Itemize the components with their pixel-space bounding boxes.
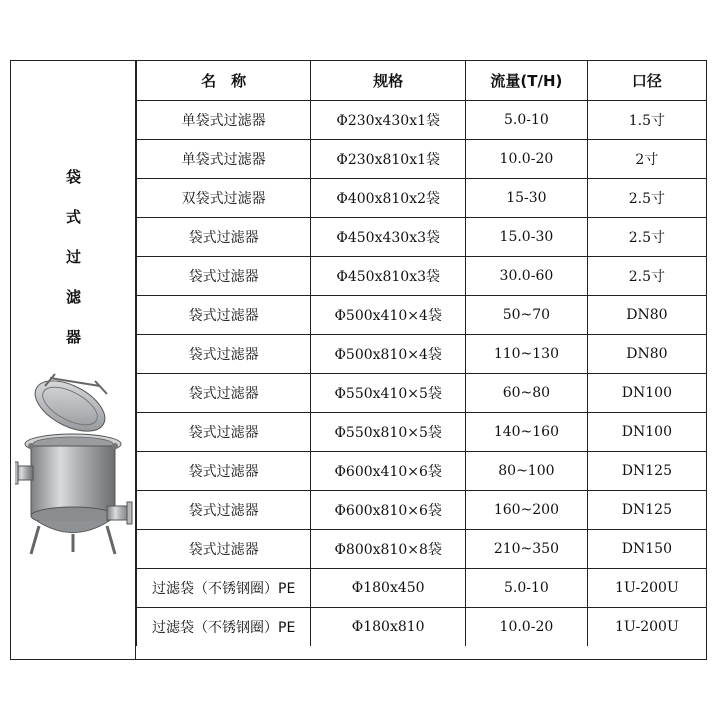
cell-flow: 80~100 <box>466 451 588 490</box>
cell-name: 单袋式过滤器 <box>137 100 311 139</box>
col-header-port: 口径 <box>587 61 706 100</box>
table-header-row <box>137 61 707 100</box>
table-row <box>137 451 707 490</box>
cell-name: 袋式过滤器 <box>137 451 311 490</box>
cell-spec: Φ180x810 <box>311 607 466 646</box>
cell-flow: 60~80 <box>466 373 588 412</box>
cell-spec: Φ400x810x2袋 <box>311 178 466 217</box>
table-row <box>137 100 707 139</box>
table-row <box>137 139 707 178</box>
spec-table <box>136 61 706 646</box>
cell-spec: Φ230x810x1袋 <box>311 139 466 178</box>
cell-port: DN100 <box>587 373 706 412</box>
cell-port: DN80 <box>587 295 706 334</box>
side-title-char: 过 <box>65 248 81 266</box>
side-title-char: 器 <box>65 328 81 346</box>
table-row <box>137 412 707 451</box>
cell-flow: 10.0-20 <box>466 139 588 178</box>
table-row <box>137 217 707 256</box>
col-header-spec: 规格 <box>311 61 466 100</box>
cell-name: 双袋式过滤器 <box>137 178 311 217</box>
cell-port: 2.5寸 <box>587 178 706 217</box>
cell-name: 袋式过滤器 <box>137 295 311 334</box>
side-title <box>11 157 136 357</box>
cell-port: 2.5寸 <box>587 217 706 256</box>
cell-name: 袋式过滤器 <box>137 490 311 529</box>
cell-flow: 50~70 <box>466 295 588 334</box>
side-title-char: 袋 <box>65 168 81 186</box>
cell-spec: Φ450x430x3袋 <box>311 217 466 256</box>
cell-flow: 5.0-10 <box>466 568 588 607</box>
cell-flow: 15-30 <box>466 178 588 217</box>
cell-port: 2寸 <box>587 139 706 178</box>
cell-port: DN100 <box>587 412 706 451</box>
cell-flow: 10.0-20 <box>466 607 588 646</box>
cell-port: DN80 <box>587 334 706 373</box>
side-panel <box>11 61 136 659</box>
cell-name: 单袋式过滤器 <box>137 139 311 178</box>
cell-spec: Φ800x810×8袋 <box>311 529 466 568</box>
table-row <box>137 295 707 334</box>
cell-flow: 210~350 <box>466 529 588 568</box>
side-title-char: 滤 <box>65 288 81 306</box>
cell-port: DN125 <box>587 490 706 529</box>
bag-filter-illustration <box>15 366 135 556</box>
cell-spec: Φ550x410×5袋 <box>311 373 466 412</box>
table-row <box>137 529 707 568</box>
cell-name: 袋式过滤器 <box>137 217 311 256</box>
cell-flow: 30.0-60 <box>466 256 588 295</box>
cell-flow: 5.0-10 <box>466 100 588 139</box>
cell-spec: Φ230x430x1袋 <box>311 100 466 139</box>
cell-port: DN150 <box>587 529 706 568</box>
cell-flow: 110~130 <box>466 334 588 373</box>
side-title-char: 式 <box>65 208 81 226</box>
cell-port: 1.5寸 <box>587 100 706 139</box>
table-row <box>137 178 707 217</box>
cell-spec: Φ550x810×5袋 <box>311 412 466 451</box>
table-row <box>137 607 707 646</box>
cell-name: 过滤袋（不锈钢圈）PE <box>137 607 311 646</box>
cell-spec: Φ500x410×4袋 <box>311 295 466 334</box>
cell-spec: Φ600x810×6袋 <box>311 490 466 529</box>
cell-name: 过滤袋（不锈钢圈）PE <box>137 568 311 607</box>
cell-flow: 160~200 <box>466 490 588 529</box>
cell-name: 袋式过滤器 <box>137 256 311 295</box>
table-row <box>137 334 707 373</box>
table-row <box>137 568 707 607</box>
cell-flow: 15.0-30 <box>466 217 588 256</box>
cell-name: 袋式过滤器 <box>137 373 311 412</box>
col-header-flow: 流量(T/H) <box>466 61 588 100</box>
cell-spec: Φ500x810×4袋 <box>311 334 466 373</box>
cell-port: DN125 <box>587 451 706 490</box>
cell-name: 袋式过滤器 <box>137 412 311 451</box>
col-header-name: 名 称 <box>137 61 311 100</box>
cell-port: 1U-200U <box>587 568 706 607</box>
cell-spec: Φ180x450 <box>311 568 466 607</box>
cell-flow: 140~160 <box>466 412 588 451</box>
cell-port: 2.5寸 <box>587 256 706 295</box>
cell-port: 1U-200U <box>587 607 706 646</box>
table-row <box>137 256 707 295</box>
cell-name: 袋式过滤器 <box>137 529 311 568</box>
table-row <box>137 373 707 412</box>
cell-spec: Φ600x410×6袋 <box>311 451 466 490</box>
cell-name: 袋式过滤器 <box>137 334 311 373</box>
table-row <box>137 490 707 529</box>
product-spec-table-frame <box>10 60 707 660</box>
cell-spec: Φ450x810x3袋 <box>311 256 466 295</box>
